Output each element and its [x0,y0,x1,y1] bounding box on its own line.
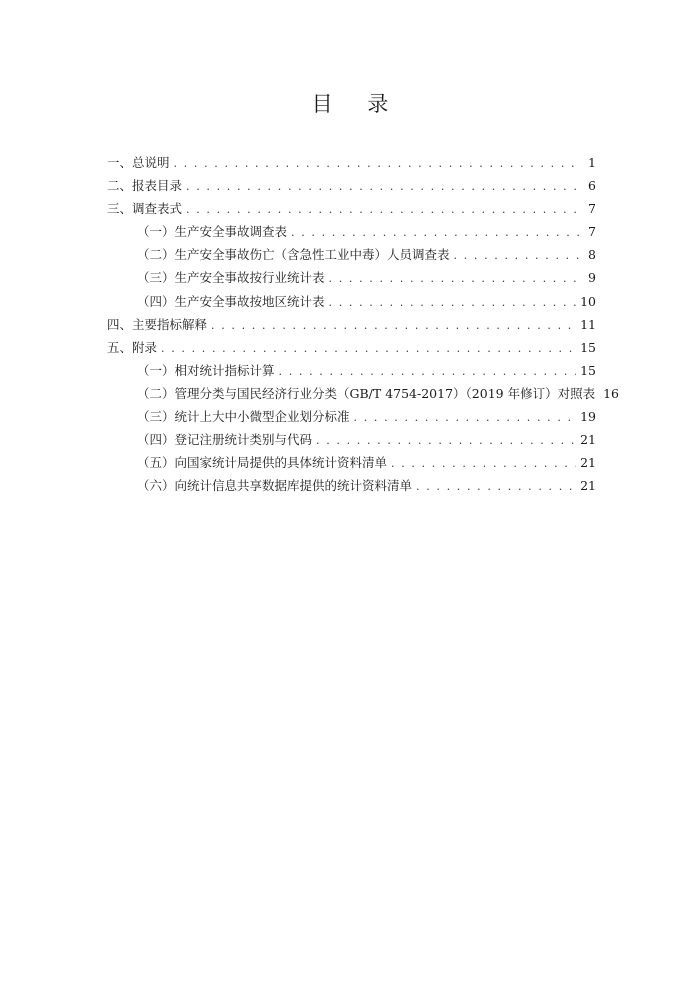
toc-entry-label: 二、报表目录 [107,178,183,194]
toc-entry-page: 21 [580,478,596,494]
toc-entry[interactable] [107,313,596,336]
page-title: 目 录 [311,92,403,116]
toc-entry-page: 21 [580,455,596,471]
toc-leader-dots [279,360,577,383]
toc-entry-page: 16 [603,385,619,401]
toc-leader-dots [329,267,582,290]
toc-entry-label: （一）相对统计指标计算 [137,362,275,378]
toc-entry-label: （三）统计上大中小微型企业划分标准 [137,409,350,425]
toc-entry-label: （五）向国家统计局提供的具体统计资料清单 [137,455,388,471]
toc-entry[interactable] [107,151,596,174]
toc-entry[interactable] [107,405,596,428]
toc-entry-page: 10 [580,293,596,309]
toc-entry-label: （二）管理分类与国民经济行业分类（GB/T 4754-2017）（2019 年修订）对照表 [137,385,596,401]
toc-entry-label: （四）生产安全事故按地区统计表 [137,293,325,309]
toc-entry-label: （三）生产安全事故按行业统计表 [137,270,325,286]
toc-entry[interactable] [107,336,596,359]
toc-entry-page: 19 [580,409,596,425]
toc-leader-dots [454,244,582,267]
toc-entry[interactable] [107,474,596,497]
toc-entry[interactable] [107,174,596,197]
toc-leader-dots [391,452,576,475]
toc-entry[interactable] [107,197,596,220]
toc-leader-dots [329,291,577,314]
toc-entry-label: 三、调查表式 [107,201,183,217]
toc-entry[interactable] [107,359,596,382]
toc-entry-page: 7 [588,224,596,240]
toc-entry-page: 11 [580,316,596,332]
toc-leader-dots [211,314,576,337]
toc-entry[interactable] [107,266,596,289]
toc-entry-page: 7 [588,201,596,217]
toc-entry-page: 9 [588,270,596,286]
toc-leader-dots [354,406,577,429]
toc-leader-dots [186,175,582,198]
toc-entry-page: 15 [580,362,596,378]
toc-entry-label: 一、总说明 [107,155,170,170]
toc-leader-dots [186,198,582,221]
toc-leader-dots [291,221,582,244]
toc-leader-dots [174,152,582,175]
toc-entry-label: （二）生产安全事故伤亡（含急性工业中毒）人员调查表 [137,247,450,263]
toc-entry-page: 21 [580,432,596,448]
toc-entry-label: （一）生产安全事故调查表 [137,224,288,240]
toc-entry[interactable] [107,382,619,405]
toc-entry[interactable] [107,451,596,474]
toc-entry-label: （四）登记注册统计类别与代码 [137,432,313,448]
toc-entry-label: 五、附录 [107,339,158,355]
toc-leader-dots [161,337,576,360]
toc-entry-page: 1 [588,155,596,170]
toc-leader-dots [416,475,576,498]
toc-entry[interactable] [107,290,596,313]
toc-entry-label: 四、主要指标解释 [107,316,208,332]
toc-entry-label: （六）向统计信息共享数据库提供的统计资料清单 [137,478,413,494]
toc-entry-page: 6 [588,178,596,194]
toc-leader-dots [316,429,576,452]
toc-entry[interactable] [107,220,596,243]
toc-entry-page: 8 [588,247,596,263]
table-of-contents [107,151,619,497]
toc-entry[interactable] [107,243,596,266]
toc-entry-page: 15 [580,339,596,355]
toc-entry[interactable] [107,428,596,451]
